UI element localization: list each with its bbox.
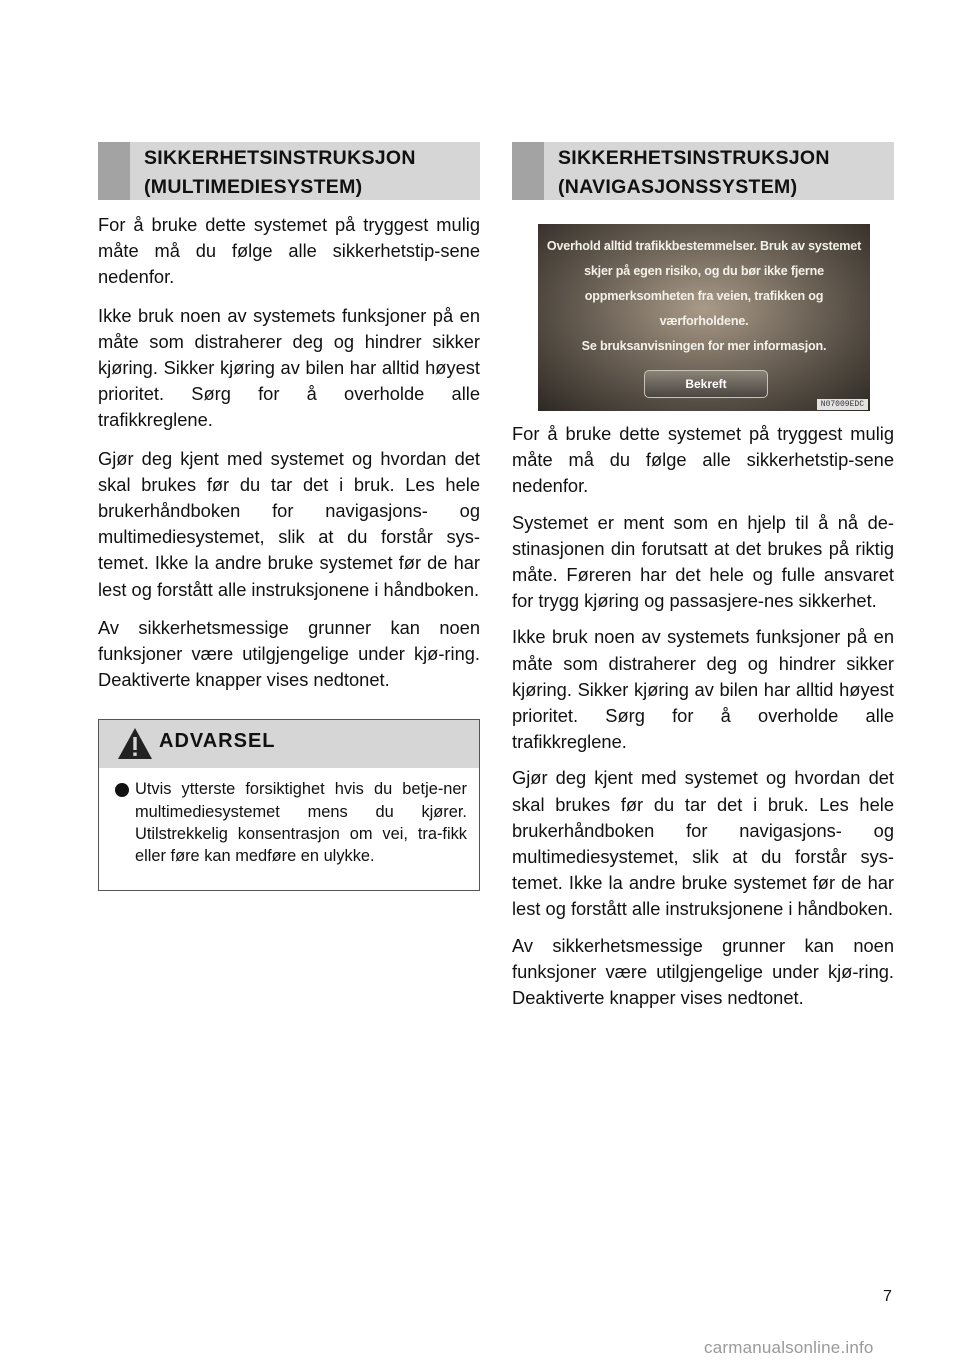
paragraph: Av sikkerhetsmessige grunner kan noen funksjoner være utilgjengelige under kjø-ring. Deaktiverte knapper vises nedtonet.	[512, 934, 894, 1009]
screen-message	[546, 234, 862, 359]
warning-header	[99, 720, 479, 768]
page-number: 7	[883, 1288, 892, 1305]
paragraph: Gjør deg kjent med systemet og hvordan det skal brukes før du tar det i bruk. Les hele brukerhåndboken for navigasjons- og multimediesystemet, slik at du forstår sys-temet. Ikke la andre bruke systemet før de har lest og forstått alle instruksjonene i håndboken.	[98, 447, 480, 600]
warning-title: ADVARSEL	[159, 730, 276, 753]
image-code: N07009EDC	[817, 399, 868, 410]
warning-text: Utvis ytterste forsiktighet hvis du betje-ner multimediesystemet mens du kjører. Utilstrekkelig konsentrasjon om vei, tra-fikk eller føre kan medføre en ulykke.	[135, 780, 467, 866]
paragraph: For å bruke dette systemet på tryggest mulig måte må du følge alle sikkerhetstip-sene nedenfor.	[98, 214, 480, 288]
paragraph: For å bruke dette systemet på tryggest mulig måte må du følge alle sikkerhetstip-sene nedenfor.	[512, 423, 894, 497]
warning-body	[99, 768, 479, 889]
screen-message-line: skjer på egen risiko, og du bør ikke fjerne	[584, 264, 824, 278]
bullet-icon	[115, 783, 129, 797]
paragraph: Systemet er ment som en hjelp til å nå de-stinasjonen din forutsatt at det brukes på riktig måte. Føreren har det hele og fulle ansvaret for trygg kjøring og passasjere-nes sikkerhet.	[512, 511, 894, 612]
section-title-line-2: (NAVIGASJONSSYSTEM)	[558, 176, 798, 198]
section-title-line-1: SIKKERHETSINSTRUKSJON	[144, 147, 416, 169]
paragraph: Gjør deg kjent med systemet og hvordan det skal brukes før du tar det i bruk. Les hele brukerhåndboken for navigasjons- og multimediesystemet, slik at du forstår sys-temet. Ikke la andre bruke systemet før de har lest og forstått alle instruksjonene i håndboken.	[512, 767, 894, 920]
section-header-bar	[512, 142, 544, 200]
confirm-button: Bekreft	[644, 370, 768, 398]
screen-message-line: Se bruksanvisningen for mer informasjon.	[581, 339, 827, 353]
navigation-screen-image	[538, 224, 870, 411]
section-title-line-1: SIKKERHETSINSTRUKSJON	[558, 147, 830, 169]
paragraph: Av sikkerhetsmessige grunner kan noen funksjoner være utilgjengelige under kjø-ring. Deaktiverte knapper vises nedtonet.	[98, 616, 480, 691]
paragraph: Ikke bruk noen av systemets funksjoner på en måte som distraherer deg og hindrer sikker kjøring. Sikker kjøring av bilen har alltid høyest prioritet. Sørg for å overholde alle trafikkreglene.	[98, 304, 480, 431]
right-column	[512, 142, 894, 1011]
section-header-navigation	[512, 142, 894, 200]
warning-triangle-icon	[117, 727, 153, 760]
section-title-line-2: (MULTIMEDIESYSTEM)	[144, 176, 363, 198]
section-header-bar	[98, 142, 130, 200]
paragraph: Ikke bruk noen av systemets funksjoner på en måte som distraherer deg og hindrer sikker kjøring. Sikker kjøring av bilen har alltid høyest prioritet. Sørg for å overholde alle trafikkreglene.	[512, 626, 894, 753]
section-header-multimedia	[98, 142, 480, 200]
screen-message-line: Overhold alltid trafikkbestemmelser. Bruk av systemet	[546, 239, 862, 253]
warning-box	[98, 719, 480, 890]
screen-message-line: oppmerksomheten fra veien, trafikken og værforholdene.	[584, 289, 824, 328]
watermark: carmanualsonline.info	[704, 1338, 874, 1357]
left-column	[98, 142, 480, 891]
